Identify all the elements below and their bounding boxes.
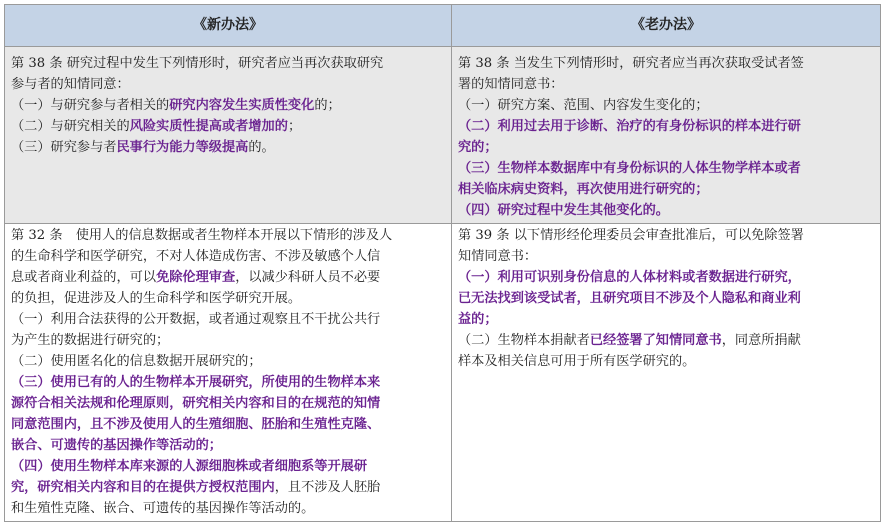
text-line [11, 246, 445, 267]
highlighted-text: 相关临床病史资料，再次使用进行研究的； [458, 182, 709, 197]
header-old-measures: 《老办法》 [452, 5, 881, 47]
body-text: （一）利用合法获得的公开数据，或者通过观察且不干扰公共行 [11, 312, 381, 327]
text-line [11, 414, 445, 435]
text-line [458, 179, 874, 200]
text-line [458, 351, 874, 372]
body-text: 和生殖性克隆、嵌合、可遗传的基因操作等活动的。 [11, 501, 315, 516]
row-exemption [5, 224, 881, 522]
body-text: 的负担，促进涉及人的生命科学和医学研究开展。 [11, 291, 302, 306]
cell-old-article-39 [452, 224, 881, 522]
header-row [5, 5, 881, 47]
body-text: （一）与研究参与者相关的 [11, 98, 170, 113]
highlighted-text: 已无法找到该受试者，且研究项目不涉及个人隐私和商业利 [458, 291, 801, 306]
body-text: 第 32 条 使用人的信息数据或者生物样本开展以下情形的涉及人 [11, 228, 393, 243]
text-line [458, 200, 874, 221]
text-line [458, 246, 874, 267]
comparison-table-container [4, 4, 878, 516]
text-line [11, 477, 445, 498]
highlighted-text: 研究内容发生实质性变化 [169, 98, 315, 113]
cell-new-article-32 [5, 224, 452, 522]
text-line [11, 498, 445, 519]
regulation-comparison-table [4, 4, 881, 522]
body-text: 为产生的数据进行研究的； [11, 333, 170, 348]
body-text: ，同意所捐献 [721, 333, 801, 348]
text-line [458, 225, 874, 246]
body-text: （二）与研究相关的 [11, 119, 130, 134]
header-new-measures: 《新办法》 [5, 5, 452, 47]
text-line [458, 158, 874, 179]
highlighted-text: 民事行为能力等级提高 [116, 140, 249, 155]
body-text: 第 39 条 以下情形经伦理委员会审查批准后，可以免除签署 [458, 228, 804, 243]
text-line [11, 137, 445, 158]
text-line [458, 137, 874, 158]
row-reconsent [5, 47, 881, 224]
text-line [11, 372, 445, 393]
body-text: 参与者的知情同意： [11, 77, 130, 92]
body-text: （三）研究参与者 [11, 140, 117, 155]
body-text: 知情同意书： [458, 249, 538, 264]
text-line [11, 225, 445, 246]
body-text: 第 38 条 当发生下列情形时，研究者应当再次获取受试者签 [458, 56, 804, 71]
body-text: 的。 [248, 140, 275, 155]
text-line [11, 309, 445, 330]
text-line [11, 351, 445, 372]
highlighted-text: （二）利用过去用于诊断、治疗的有身份标识的样本进行研 [458, 119, 801, 134]
highlighted-text: 同意范围内，且不涉及使用人的生殖细胞、胚胎和生殖性克隆、 [11, 417, 381, 432]
body-text: ，且不涉及人胚胎 [274, 480, 381, 495]
text-line [458, 267, 874, 288]
highlighted-text: 免除伦理审查 [156, 270, 236, 285]
body-text: 署的知情同意书： [458, 77, 564, 92]
text-line [11, 267, 445, 288]
body-text: ； [287, 119, 302, 134]
highlighted-text: 风险实质性提高或者增加的 [129, 119, 288, 134]
text-line [11, 330, 445, 351]
cell-new-article-38 [5, 47, 452, 224]
highlighted-text: 已经签署了知情同意书 [589, 333, 722, 348]
body-text: 的； [314, 98, 341, 113]
highlighted-text: （三）生物样本数据库中有身份标识的人体生物学样本或者 [458, 161, 801, 176]
cell-old-article-38 [452, 47, 881, 224]
body-text: （二）使用匿名化的信息数据开展研究的； [11, 354, 262, 369]
text-line [458, 288, 874, 309]
highlighted-text: 嵌合、可遗传的基因操作等活动的； [11, 438, 222, 453]
body-text: 的生命科学和医学研究，不对人体造成伤害、不涉及敏感个人信 [11, 249, 381, 264]
body-text: 第 38 条 研究过程中发生下列情形时，研究者应当再次获取研究 [11, 56, 384, 71]
text-line [11, 393, 445, 414]
text-line [11, 53, 445, 74]
body-text: 样本及相关信息可用于所有医学研究的。 [458, 354, 696, 369]
body-text: （一）研究方案、范围、内容发生变化的； [458, 98, 709, 113]
text-line [458, 53, 874, 74]
body-text: （二）生物样本捐献者 [458, 333, 590, 348]
highlighted-text: （四）研究过程中发生其他变化的。 [458, 203, 669, 218]
highlighted-text: （三）使用已有的人的生物样本开展研究，所使用的生物样本来 [11, 375, 381, 390]
highlighted-text: 究的； [458, 140, 498, 155]
highlighted-text: 益的； [458, 312, 498, 327]
text-line [11, 288, 445, 309]
highlighted-text: 究，研究相关内容和目的在提供方授权范围内 [11, 480, 275, 495]
highlighted-text: 源符合相关法规和伦理原则，研究相关内容和目的在规范的知情 [11, 396, 381, 411]
body-text: ，以减少科研人员不必要 [235, 270, 381, 285]
text-line [11, 456, 445, 477]
highlighted-text: （四）使用生物样本库来源的人源细胞株或者细胞系等开展研 [11, 459, 368, 474]
text-line [11, 74, 445, 95]
text-line [458, 309, 874, 330]
body-text: 息或者商业利益的，可以 [11, 270, 157, 285]
highlighted-text: （一）利用可识别身份信息的人体材料或者数据进行研究， [458, 270, 801, 285]
text-line [458, 330, 874, 351]
text-line [11, 116, 445, 137]
text-line [458, 95, 874, 116]
text-line [458, 116, 874, 137]
text-line [458, 74, 874, 95]
text-line [11, 95, 445, 116]
text-line [11, 435, 445, 456]
